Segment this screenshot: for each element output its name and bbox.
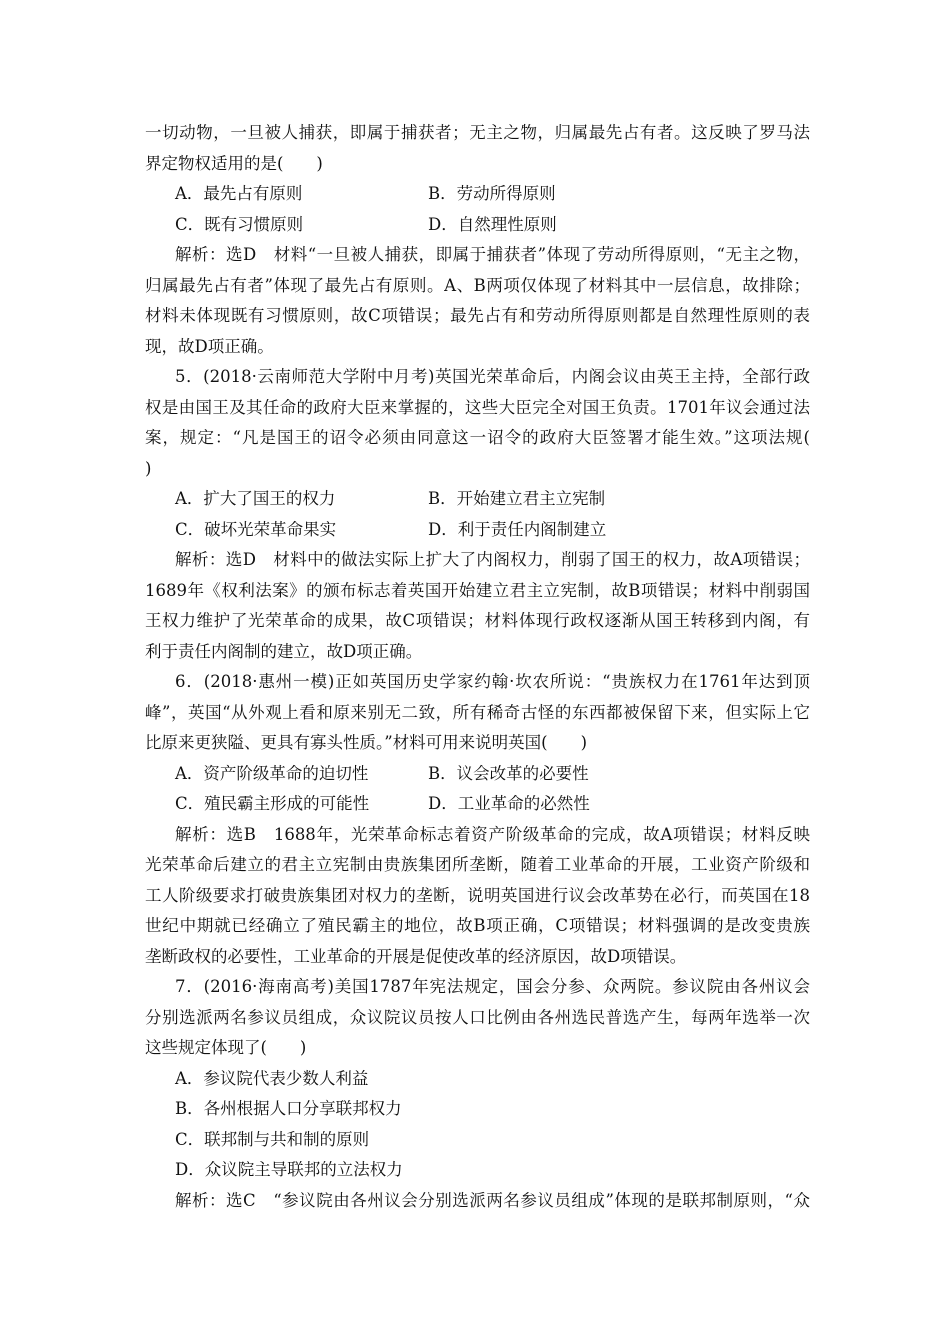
q5-option-c: C．破坏光荣革命果实	[175, 519, 337, 539]
q6-options-row-1	[145, 759, 810, 790]
intro-line-1: 一切动物，一旦被人捕获，即属于捕获者；无主之物，归属最先占有者。这反映了罗马法	[145, 123, 810, 142]
q6-stem-line: 峰”，英国“从外观上看和原来别无二致，所有稀奇古怪的东西都被保留下来，但实际上它	[145, 702, 810, 722]
q5-stem-line: )	[145, 458, 152, 478]
q5-stem-line: 案，规定：“凡是国王的诏令必须由同意这一诏令的政府大臣签署才能生效。”这项法规(	[145, 428, 810, 447]
q5-options-row-2	[145, 515, 810, 546]
q4-option-d: D．自然理性原则	[428, 214, 557, 234]
q7-stem-line: 7．(2016·海南高考)美国1787年宪法规定，国会分参、众两院。参议院由各州议会	[175, 977, 810, 996]
q6-option-c: C．殖民霸主形成的可能性	[175, 794, 370, 813]
q5-analysis-line: 1689年《权利法案》的颁布标志着英国开始建立君主立宪制，故B项错误；材料中削弱国	[145, 580, 810, 600]
q5-analysis-line: 王权力维护了光荣革命的成果，故C项错误；材料体现行政权逐渐从国王转移到内阁，有	[145, 611, 810, 630]
q6-analysis-line: 光荣革命后建立的君主立宪制由贵族集团所垄断，随着工业革命的开展，工业资产阶级和	[145, 855, 810, 874]
q6-analysis-line: 垄断政权的必要性，工业革命的开展是促使改革的经济原因，故D项错误。	[145, 946, 687, 966]
q6-analysis-line: 工人阶级要求打破贵族集团对权力的垄断，说明英国进行议会改革势在必行，而英国在18	[145, 885, 810, 905]
q5-option-a: A．扩大了国王的权力	[175, 489, 336, 508]
q6-options-row-2	[145, 789, 810, 820]
q7-stem-line: 这些规定体现了( )	[145, 1038, 307, 1057]
q6-analysis-line: 世纪中期就已经确立了殖民霸主的地位，故B项正确，C项错误；材料强调的是改变贵族	[145, 916, 810, 935]
q7-option-d: D．众议院主导联邦的立法权力	[175, 1160, 403, 1179]
q4-options-row-2	[145, 210, 810, 241]
q4-analysis-line: 解析：选D 材料“一旦被人捕获，即属于捕获者”体现了劳动所得原则，“无主之物，	[175, 245, 810, 264]
q6-analysis-line: 解析：选B 1688年，光荣革命标志着资产阶级革命的完成，故A项错误；材料反映	[175, 824, 810, 844]
intro-line-2: 界定物权适用的是( )	[145, 153, 323, 173]
q6-stem-line: 比原来更狭隘、更具有寡头性质。”材料可用来说明英国( )	[145, 733, 588, 752]
q7-option-c: C．联邦制与共和制的原则	[175, 1129, 370, 1149]
q4-analysis-line: 材料未体现既有习惯原则，故C项错误；最先占有和劳动所得原则都是自然理性原则的表	[145, 306, 810, 325]
q7-option-b: B．各州根据人口分享联邦权力	[175, 1099, 402, 1118]
q5-option-b: B．开始建立君主立宪制	[428, 489, 606, 508]
q7-analysis-line: 解析：选C “参议院由各州议会分别选派两名参议员组成”体现的是联邦制原则，“众	[175, 1190, 810, 1210]
q6-option-d: D．工业革命的必然性	[428, 794, 590, 813]
document-page	[145, 118, 810, 1216]
q5-analysis-line: 解析：选D 材料中的做法实际上扩大了内阁权力，削弱了国王的权力，故A项错误；	[175, 550, 810, 569]
q6-option-a: A．资产阶级革命的迫切性	[175, 763, 369, 783]
q4-option-b: B．劳动所得原则	[428, 184, 556, 203]
q4-analysis-line: 现，故D项正确。	[145, 336, 274, 356]
q5-analysis-line: 利于责任内阁制的建立，故D项正确。	[145, 641, 423, 661]
q4-analysis-line: 归属最先占有者”体现了最先占有原则。A、B两项仅体现了材料其中一层信息，故排除；	[145, 275, 810, 295]
q6-stem-line: 6．(2018·惠州一模)正如英国历史学家约翰·坎农所说：“贵族权力在1761年达到顶	[175, 672, 810, 691]
q5-option-d: D．利于责任内阁制建立	[428, 519, 607, 539]
q4-option-c: C．既有习惯原则	[175, 214, 304, 234]
q5-stem-line: 5．(2018·云南师范大学附中月考)英国光荣革命后，内阁会议由英王主持，全部行政	[175, 367, 810, 386]
q4-options-row-1	[145, 179, 810, 210]
q7-stem-line: 分别选派两名参议员组成，众议院议员按人口比例由各州选民普选产生，每两年选举一次	[145, 1007, 810, 1027]
q5-stem-line: 权是由国王及其任命的政府大臣来掌握的，这些大臣完全对国王负责。1701年议会通过法	[145, 397, 810, 417]
q5-options-row-1	[145, 484, 810, 515]
q7-option-a: A．参议院代表少数人利益	[175, 1068, 369, 1088]
q6-option-b: B．议会改革的必要性	[428, 763, 589, 783]
q4-option-a: A．最先占有原则	[175, 184, 303, 203]
